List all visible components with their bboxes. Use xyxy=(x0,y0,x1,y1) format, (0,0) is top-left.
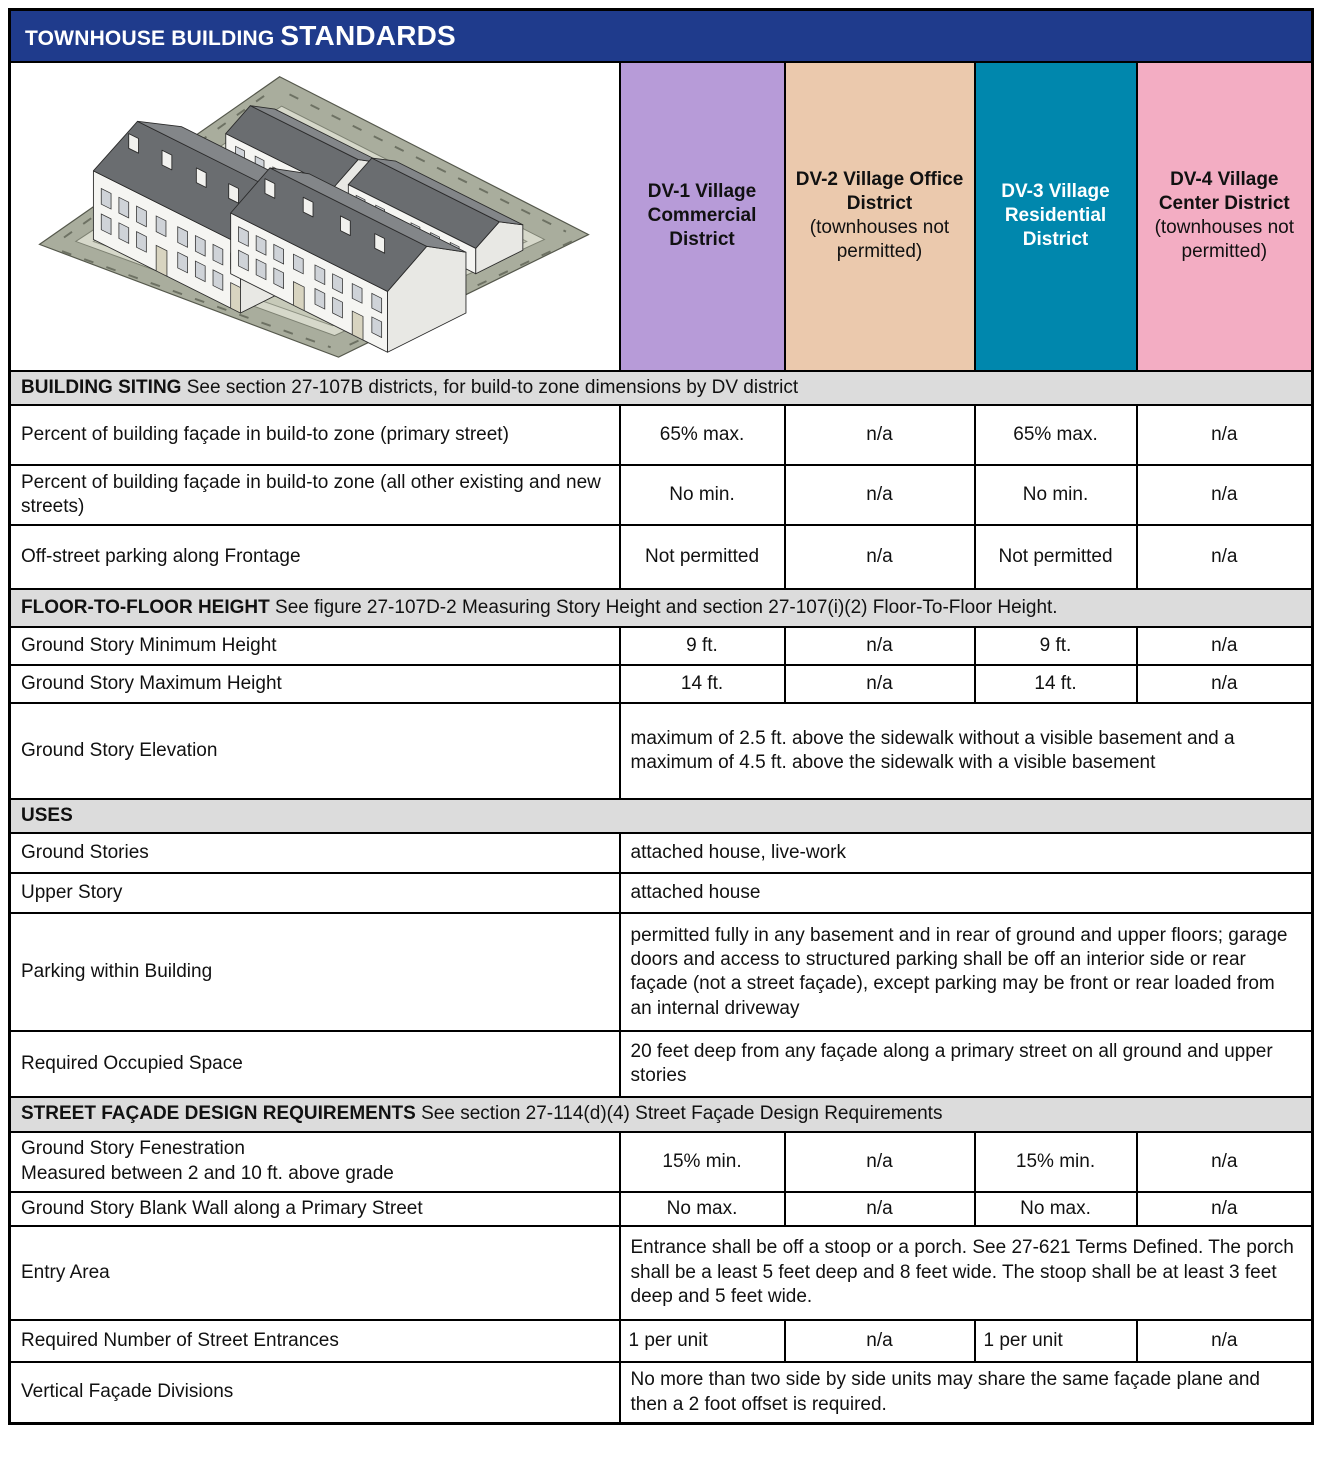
table-row xyxy=(10,873,1313,913)
row-label: Ground Story Elevation xyxy=(10,703,620,799)
district-name: DV-1 Village Commercial District xyxy=(647,180,757,251)
table-row xyxy=(10,405,1313,465)
value-cell: No min. xyxy=(620,465,785,525)
illustration-cell xyxy=(10,62,620,371)
townhouse-block-isometric-illustration xyxy=(11,63,617,363)
section-header-floor-to-floor-height xyxy=(10,589,1313,627)
span-value-cell: maximum of 2.5 ft. above the sidewalk without a visible basement and a maximum of 4.5 ft. above the sidewalk with a visible basement xyxy=(620,703,1313,799)
table-row xyxy=(10,703,1313,799)
townhouse-standards-table xyxy=(8,8,1314,1425)
table-row xyxy=(10,913,1313,1031)
table-row xyxy=(10,1192,1313,1226)
span-value-cell: attached house, live-work xyxy=(620,833,1313,873)
value-cell: n/a xyxy=(1137,1320,1313,1362)
row-label: Percent of building façade in build-to zone (primary street) xyxy=(10,405,620,465)
value-cell: n/a xyxy=(785,465,975,525)
row-label: Entry Area xyxy=(10,1226,620,1320)
district-note: (townhouses not permitted) xyxy=(809,217,950,263)
section-header-street-facade-design-requirements xyxy=(10,1097,1313,1131)
span-value-cell: Entrance shall be off a stoop or a porch. See 27-621 Terms Defined. The porch shall be a least 5 feet deep and 8 feet wide. The stoop shall be at least 3 feet deep and 5 feet wide. xyxy=(620,1226,1313,1320)
value-cell: n/a xyxy=(785,627,975,665)
value-cell: n/a xyxy=(1137,405,1313,465)
table-row xyxy=(10,833,1313,873)
value-cell: 65% max. xyxy=(975,405,1137,465)
row-label: Upper Story xyxy=(10,873,620,913)
value-cell: n/a xyxy=(785,405,975,465)
column-header-dv4 xyxy=(1137,62,1313,371)
value-cell: n/a xyxy=(1137,1192,1313,1226)
column-header-dv3 xyxy=(975,62,1137,371)
value-cell: No max. xyxy=(620,1192,785,1226)
table-row xyxy=(10,1362,1313,1424)
section-heading xyxy=(10,1097,1313,1131)
value-cell: 9 ft. xyxy=(620,627,785,665)
table-row xyxy=(10,1226,1313,1320)
table-row xyxy=(10,465,1313,525)
value-cell: n/a xyxy=(785,665,975,703)
section-header-uses xyxy=(10,799,1313,833)
row-label: Required Number of Street Entrances xyxy=(10,1320,620,1362)
value-cell: n/a xyxy=(1137,627,1313,665)
value-cell: 14 ft. xyxy=(975,665,1137,703)
span-value-cell: No more than two side by side units may share the same façade plane and then a 2 foot offset is required. xyxy=(620,1362,1313,1424)
row-label: Ground Story Blank Wall along a Primary Street xyxy=(10,1192,620,1226)
value-cell: n/a xyxy=(785,1132,975,1192)
value-cell: 9 ft. xyxy=(975,627,1137,665)
column-header-dv1 xyxy=(620,62,785,371)
section-heading-rest: See figure 27-107D-2 Measuring Story Height and section 27-107(i)(2) Floor-To-Floor Height. xyxy=(269,596,1058,618)
section-heading xyxy=(10,799,1313,833)
value-cell: n/a xyxy=(1137,465,1313,525)
table-row xyxy=(10,62,1313,371)
row-label: Ground Story Maximum Height xyxy=(10,665,620,703)
page-title-prefix: TOWNHOUSE BUILDING xyxy=(25,26,281,50)
table-row xyxy=(10,627,1313,665)
row-label: Vertical Façade Divisions xyxy=(10,1362,620,1424)
span-value-cell: 20 feet deep from any façade along a primary street on all ground and upper stories xyxy=(620,1031,1313,1097)
column-header-dv2 xyxy=(785,62,975,371)
row-label-line2: Measured between 2 and 10 ft. above grade xyxy=(21,1162,394,1184)
value-cell: n/a xyxy=(785,1192,975,1226)
value-cell: 1 per unit xyxy=(620,1320,785,1362)
row-label: Ground Story Minimum Height xyxy=(10,627,620,665)
value-cell: 65% max. xyxy=(620,405,785,465)
row-label: Ground Stories xyxy=(10,833,620,873)
section-heading-bold: FLOOR-TO-FLOOR HEIGHT xyxy=(21,596,270,618)
value-cell: 1 per unit xyxy=(975,1320,1137,1362)
table-row xyxy=(10,525,1313,589)
section-heading-bold: BUILDING SITING xyxy=(21,376,182,398)
span-value-cell: permitted fully in any basement and in rear of ground and upper floors; garage doors and access to structured parking shall be off an interior side or rear façade (not a street façade), except parking may be front or rear loaded from an internal driveway xyxy=(620,913,1313,1031)
section-heading xyxy=(10,371,1313,405)
page-title xyxy=(10,10,1313,62)
value-cell: No min. xyxy=(975,465,1137,525)
section-header-building-siting xyxy=(10,371,1313,405)
value-cell: 14 ft. xyxy=(620,665,785,703)
table-row xyxy=(10,10,1313,62)
section-heading-rest: See section 27-114(d)(4) Street Façade Design Requirements xyxy=(415,1103,943,1125)
row-label: Percent of building façade in build-to zone (all other existing and new streets) xyxy=(10,465,620,525)
table-row xyxy=(10,665,1313,703)
section-heading-bold: STREET FAÇADE DESIGN REQUIREMENTS xyxy=(21,1103,416,1125)
table-row xyxy=(10,1132,1313,1192)
value-cell: 15% min. xyxy=(975,1132,1137,1192)
value-cell: n/a xyxy=(1137,665,1313,703)
district-name: DV-3 Village Residential District xyxy=(1001,180,1110,251)
page-title-emphasis: STANDARDS xyxy=(280,19,456,51)
value-cell: Not permitted xyxy=(620,525,785,589)
value-cell: n/a xyxy=(1137,525,1313,589)
row-label: Parking within Building xyxy=(10,913,620,1031)
row-label: Off-street parking along Frontage xyxy=(10,525,620,589)
district-note: (townhouses not permitted) xyxy=(1154,217,1294,263)
row-label xyxy=(10,1132,620,1192)
table-row xyxy=(10,1320,1313,1362)
section-heading-rest: See section 27-107B districts, for build-to zone dimensions by DV district xyxy=(181,376,799,398)
table-row xyxy=(10,1031,1313,1097)
value-cell: n/a xyxy=(1137,1132,1313,1192)
row-label-line1: Ground Story Fenestration xyxy=(21,1138,245,1160)
section-heading-bold: USES xyxy=(21,805,73,827)
section-heading xyxy=(10,589,1313,627)
row-label: Required Occupied Space xyxy=(10,1031,620,1097)
district-name: DV-4 Village Center District xyxy=(1158,168,1290,214)
value-cell: Not permitted xyxy=(975,525,1137,589)
district-name: DV-2 Village Office District xyxy=(795,168,964,214)
value-cell: n/a xyxy=(785,1320,975,1362)
value-cell: n/a xyxy=(785,525,975,589)
value-cell: No max. xyxy=(975,1192,1137,1226)
span-value-cell: attached house xyxy=(620,873,1313,913)
value-cell: 15% min. xyxy=(620,1132,785,1192)
